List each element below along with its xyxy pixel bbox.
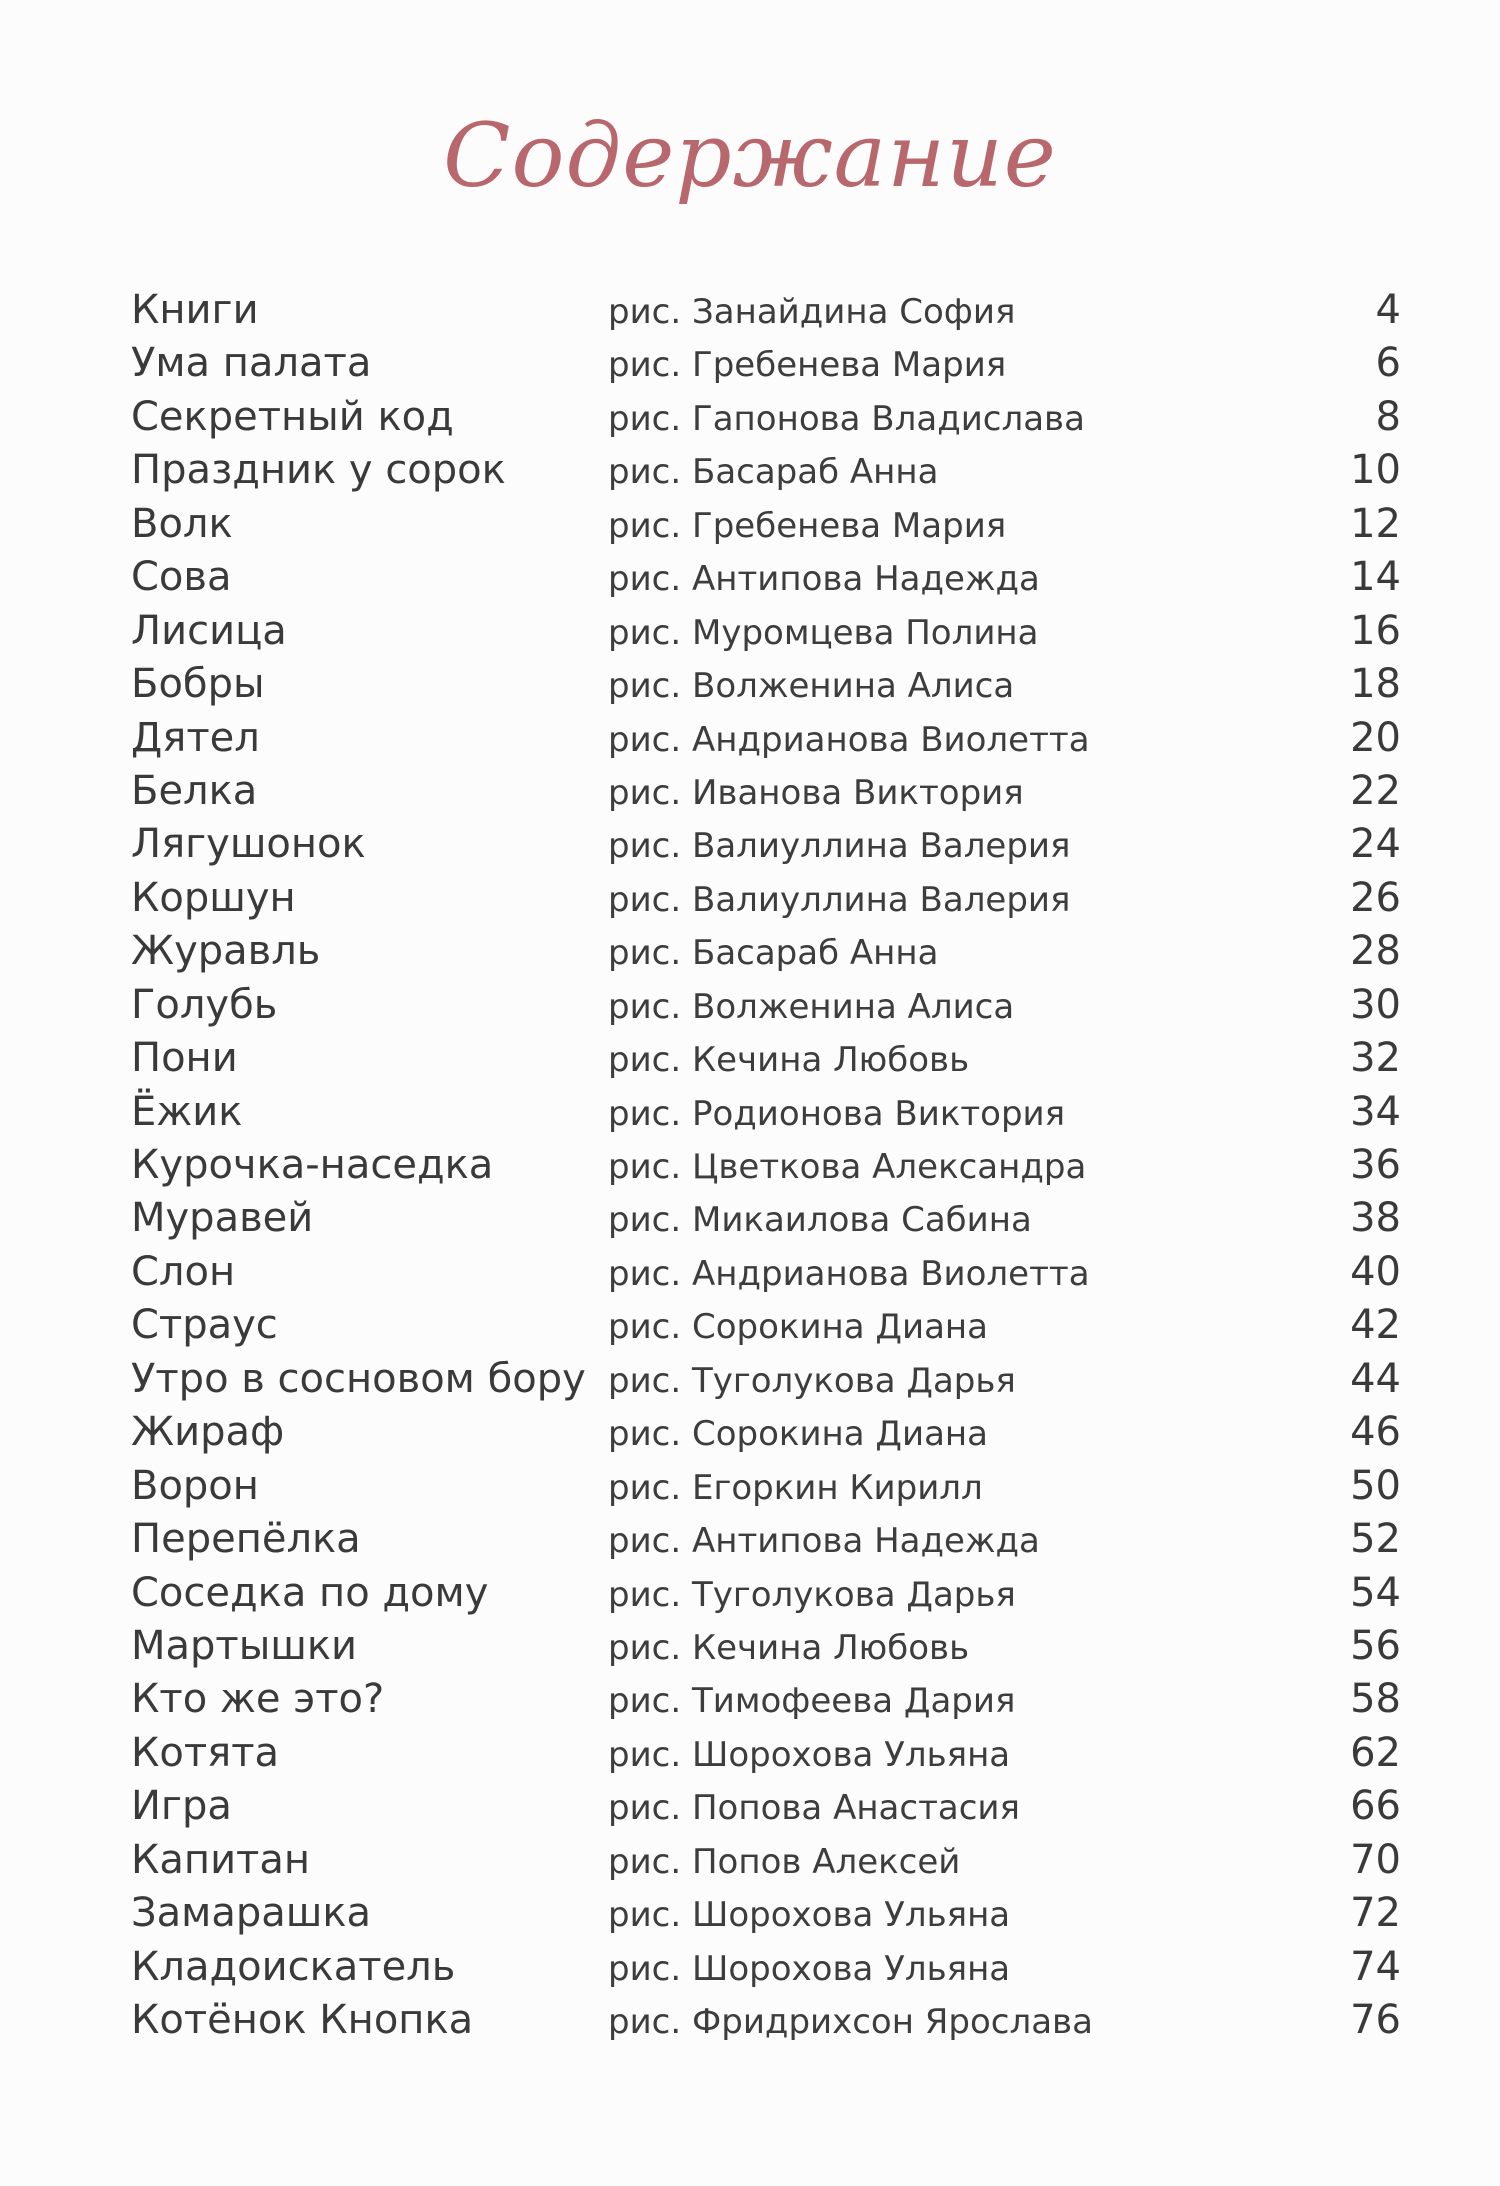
toc-entry-illustrator: рис. Волженина Алиса bbox=[608, 666, 1015, 707]
toc-entry-illustrator: рис. Андрианова Виолетта bbox=[608, 1253, 1090, 1294]
toc-entry-illustrator: рис. Цветкова Александра bbox=[608, 1147, 1087, 1187]
toc-entry-title: Лягушонок bbox=[131, 821, 366, 868]
toc-entry-page-number: 4 bbox=[1375, 287, 1401, 333]
toc-entry bbox=[131, 1567, 1401, 1620]
toc-entry-page-number: 52 bbox=[1350, 1516, 1401, 1563]
toc-entry-title: Перепёлка bbox=[131, 1516, 361, 1563]
toc-entry bbox=[131, 979, 1401, 1032]
toc-entry bbox=[131, 1727, 1401, 1780]
toc-entry-title: Голубь bbox=[131, 981, 278, 1028]
toc-entry-illustrator: рис. Гребенева Мария bbox=[608, 345, 1007, 386]
toc-entry-page-number: 58 bbox=[1350, 1676, 1401, 1723]
toc-entry-page-number: 30 bbox=[1350, 981, 1401, 1028]
toc-entry-title: Книги bbox=[131, 287, 259, 333]
toc-entry bbox=[131, 1139, 1401, 1192]
toc-entry-illustrator: рис. Родионова Виктория bbox=[608, 1093, 1066, 1134]
toc-entry-title: Белка bbox=[131, 767, 258, 814]
toc-entry-page-number: 76 bbox=[1350, 1997, 1401, 2043]
toc-entry-page-number: 14 bbox=[1350, 554, 1401, 601]
toc-entry-illustrator: рис. Антипова Надежда bbox=[608, 1521, 1040, 1562]
toc-entry-illustrator: рис. Сорокина Диана bbox=[608, 1414, 988, 1455]
toc-entry-page-number: 16 bbox=[1350, 607, 1401, 654]
toc-entry-page-number: 18 bbox=[1350, 661, 1401, 708]
toc-entry bbox=[131, 1086, 1401, 1139]
toc-entry-page-number: 74 bbox=[1350, 1943, 1401, 1990]
toc-entry-title: Замарашка bbox=[131, 1890, 372, 1937]
toc-entry-page-number: 62 bbox=[1350, 1729, 1401, 1776]
toc-entry bbox=[131, 818, 1401, 871]
toc-entry-illustrator: рис. Гребенева Мария bbox=[608, 505, 1007, 546]
toc-entry-title: Ума палата bbox=[131, 340, 372, 387]
toc-entry-illustrator: рис. Тимофеева Дария bbox=[608, 1681, 1016, 1722]
toc-entry bbox=[131, 391, 1401, 444]
toc-entry-title: Пони bbox=[131, 1035, 238, 1082]
toc-entry-page-number: 34 bbox=[1350, 1088, 1401, 1135]
toc-entry bbox=[131, 1299, 1401, 1352]
toc-entry-page-number: 24 bbox=[1350, 821, 1401, 868]
toc-entry-illustrator: рис. Шорохова Ульяна bbox=[608, 1895, 1011, 1936]
toc-entry-illustrator: рис. Фридрихсон Ярослава bbox=[608, 2002, 1093, 2042]
toc-entry-page-number: 46 bbox=[1350, 1409, 1401, 1456]
toc-entry bbox=[131, 872, 1401, 925]
toc-entry-page-number: 50 bbox=[1350, 1462, 1401, 1509]
toc-entry-illustrator: рис. Антипова Надежда bbox=[608, 559, 1040, 600]
toc-entry-illustrator: рис. Егоркин Кирилл bbox=[608, 1467, 983, 1508]
toc-entry-title: Ёжик bbox=[131, 1088, 243, 1135]
toc-entry-title: Утро в сосновом бору bbox=[131, 1355, 586, 1402]
toc-entry bbox=[131, 1460, 1401, 1513]
toc-entry-title: Страус bbox=[131, 1302, 278, 1349]
toc-entry-page-number: 32 bbox=[1350, 1035, 1401, 1082]
toc-entry-page-number: 22 bbox=[1350, 767, 1401, 814]
toc-entry-illustrator: рис. Басараб Анна bbox=[608, 452, 939, 493]
toc-entry-illustrator: рис. Гапонова Владислава bbox=[608, 398, 1085, 439]
toc-entry-illustrator: рис. Сорокина Диана bbox=[608, 1307, 988, 1348]
toc-entry-illustrator: рис. Валиуллина Валерия bbox=[608, 826, 1071, 867]
toc-entry bbox=[131, 444, 1401, 497]
toc-entry-title: Слон bbox=[131, 1248, 236, 1295]
toc-entry-illustrator: рис. Шорохова Ульяна bbox=[608, 1948, 1011, 1989]
toc-entry-page-number: 20 bbox=[1350, 714, 1401, 761]
toc-entry-page-number: 26 bbox=[1350, 874, 1401, 921]
toc-entry bbox=[131, 765, 1401, 818]
toc-entry-title: Мартышки bbox=[131, 1622, 358, 1669]
toc-entry-title: Волк bbox=[131, 500, 233, 547]
toc-entry-title: Кладоискатель bbox=[131, 1943, 456, 1990]
toc-entry-page-number: 56 bbox=[1350, 1622, 1401, 1669]
toc-entry bbox=[131, 712, 1401, 765]
toc-entry-illustrator: рис. Кечина Любовь bbox=[608, 1627, 970, 1668]
toc-entry-title: Котёнок Кнопка bbox=[131, 1997, 474, 2043]
toc-entry-page-number: 40 bbox=[1350, 1248, 1401, 1295]
toc-entry-title: Котята bbox=[131, 1729, 280, 1776]
toc-entry-page-number: 6 bbox=[1375, 340, 1401, 387]
toc-entry bbox=[131, 1353, 1401, 1406]
toc-entry-page-number: 36 bbox=[1350, 1142, 1401, 1188]
toc-entry bbox=[131, 284, 1401, 337]
toc-entry-title: Дятел bbox=[131, 714, 260, 761]
toc-entry-title: Ворон bbox=[131, 1462, 259, 1509]
toc-entry-page-number: 28 bbox=[1350, 928, 1401, 975]
toc-entry-title: Лисица bbox=[131, 607, 287, 654]
toc-entry-illustrator: рис. Туголукова Дарья bbox=[608, 1574, 1016, 1615]
toc-entry-title: Муравей bbox=[131, 1195, 314, 1242]
page-title: Содержание bbox=[443, 104, 1057, 207]
toc-entry-illustrator: рис. Волженина Алиса bbox=[608, 986, 1015, 1027]
toc-entry-title: Соседка по дому bbox=[131, 1569, 489, 1616]
toc-entry-title: Игра bbox=[131, 1783, 232, 1830]
toc-entry-page-number: 10 bbox=[1350, 447, 1401, 494]
toc-entry-page-number: 12 bbox=[1350, 500, 1401, 547]
toc-entry-title: Кто же это? bbox=[131, 1676, 385, 1723]
toc-entry-illustrator: рис. Басараб Анна bbox=[608, 933, 939, 974]
toc-entry-page-number: 42 bbox=[1350, 1302, 1401, 1349]
toc-entry-illustrator: рис. Попова Анастасия bbox=[608, 1788, 1020, 1829]
toc-entry bbox=[131, 1887, 1401, 1940]
toc-entry bbox=[131, 1032, 1401, 1085]
toc-entry-page-number: 66 bbox=[1350, 1783, 1401, 1830]
toc-entry bbox=[131, 1780, 1401, 1833]
toc-entry bbox=[131, 1513, 1401, 1566]
toc-entry-illustrator: рис. Занайдина София bbox=[608, 292, 1016, 332]
toc-entry-title: Капитан bbox=[131, 1836, 311, 1883]
toc-entry-page-number: 54 bbox=[1350, 1569, 1401, 1616]
toc-entry-illustrator: рис. Муромцева Полина bbox=[608, 612, 1039, 653]
toc-entry-title: Секретный код bbox=[131, 393, 454, 440]
toc-entry bbox=[131, 605, 1401, 658]
toc-entry bbox=[131, 1673, 1401, 1726]
toc-entry-page-number: 44 bbox=[1350, 1355, 1401, 1402]
toc-entry bbox=[131, 1192, 1401, 1245]
toc-entry-illustrator: рис. Попов Алексей bbox=[608, 1841, 961, 1882]
toc-entry bbox=[131, 658, 1401, 711]
toc-entry-illustrator: рис. Иванова Виктория bbox=[608, 772, 1024, 813]
toc-entry bbox=[131, 1994, 1401, 2047]
toc-entry bbox=[131, 498, 1401, 551]
toc-entry-title: Журавль bbox=[131, 928, 321, 975]
toc-entry-page-number: 38 bbox=[1350, 1195, 1401, 1242]
toc-entry bbox=[131, 551, 1401, 604]
toc-entry-illustrator: рис. Туголукова Дарья bbox=[608, 1360, 1016, 1401]
toc-entry-page-number: 8 bbox=[1375, 393, 1401, 440]
toc-entry-illustrator: рис. Андрианова Виолетта bbox=[608, 719, 1090, 760]
toc-entry bbox=[131, 1620, 1401, 1673]
toc-entry bbox=[131, 1406, 1401, 1459]
toc-entry bbox=[131, 1941, 1401, 1994]
toc-entry-page-number: 70 bbox=[1350, 1836, 1401, 1883]
toc-entry-title: Бобры bbox=[131, 661, 265, 708]
toc-entry bbox=[131, 1246, 1401, 1299]
toc-entry-title: Сова bbox=[131, 554, 232, 601]
toc-entry-illustrator: рис. Микаилова Сабина bbox=[608, 1200, 1032, 1241]
toc-entry-title: Курочка-наседка bbox=[131, 1142, 494, 1188]
toc-entry-title: Жираф bbox=[131, 1409, 285, 1456]
toc-entry bbox=[131, 925, 1401, 978]
toc-entry bbox=[131, 337, 1401, 390]
toc-entry bbox=[131, 1834, 1401, 1887]
table-of-contents bbox=[131, 284, 1401, 2047]
toc-entry-illustrator: рис. Шорохова Ульяна bbox=[608, 1734, 1011, 1775]
toc-entry-illustrator: рис. Кечина Любовь bbox=[608, 1040, 970, 1081]
toc-entry-page-number: 72 bbox=[1350, 1890, 1401, 1937]
toc-entry-title: Праздник у сорок bbox=[131, 447, 506, 494]
toc-entry-title: Коршун bbox=[131, 874, 296, 921]
toc-entry-illustrator: рис. Валиуллина Валерия bbox=[608, 879, 1071, 920]
